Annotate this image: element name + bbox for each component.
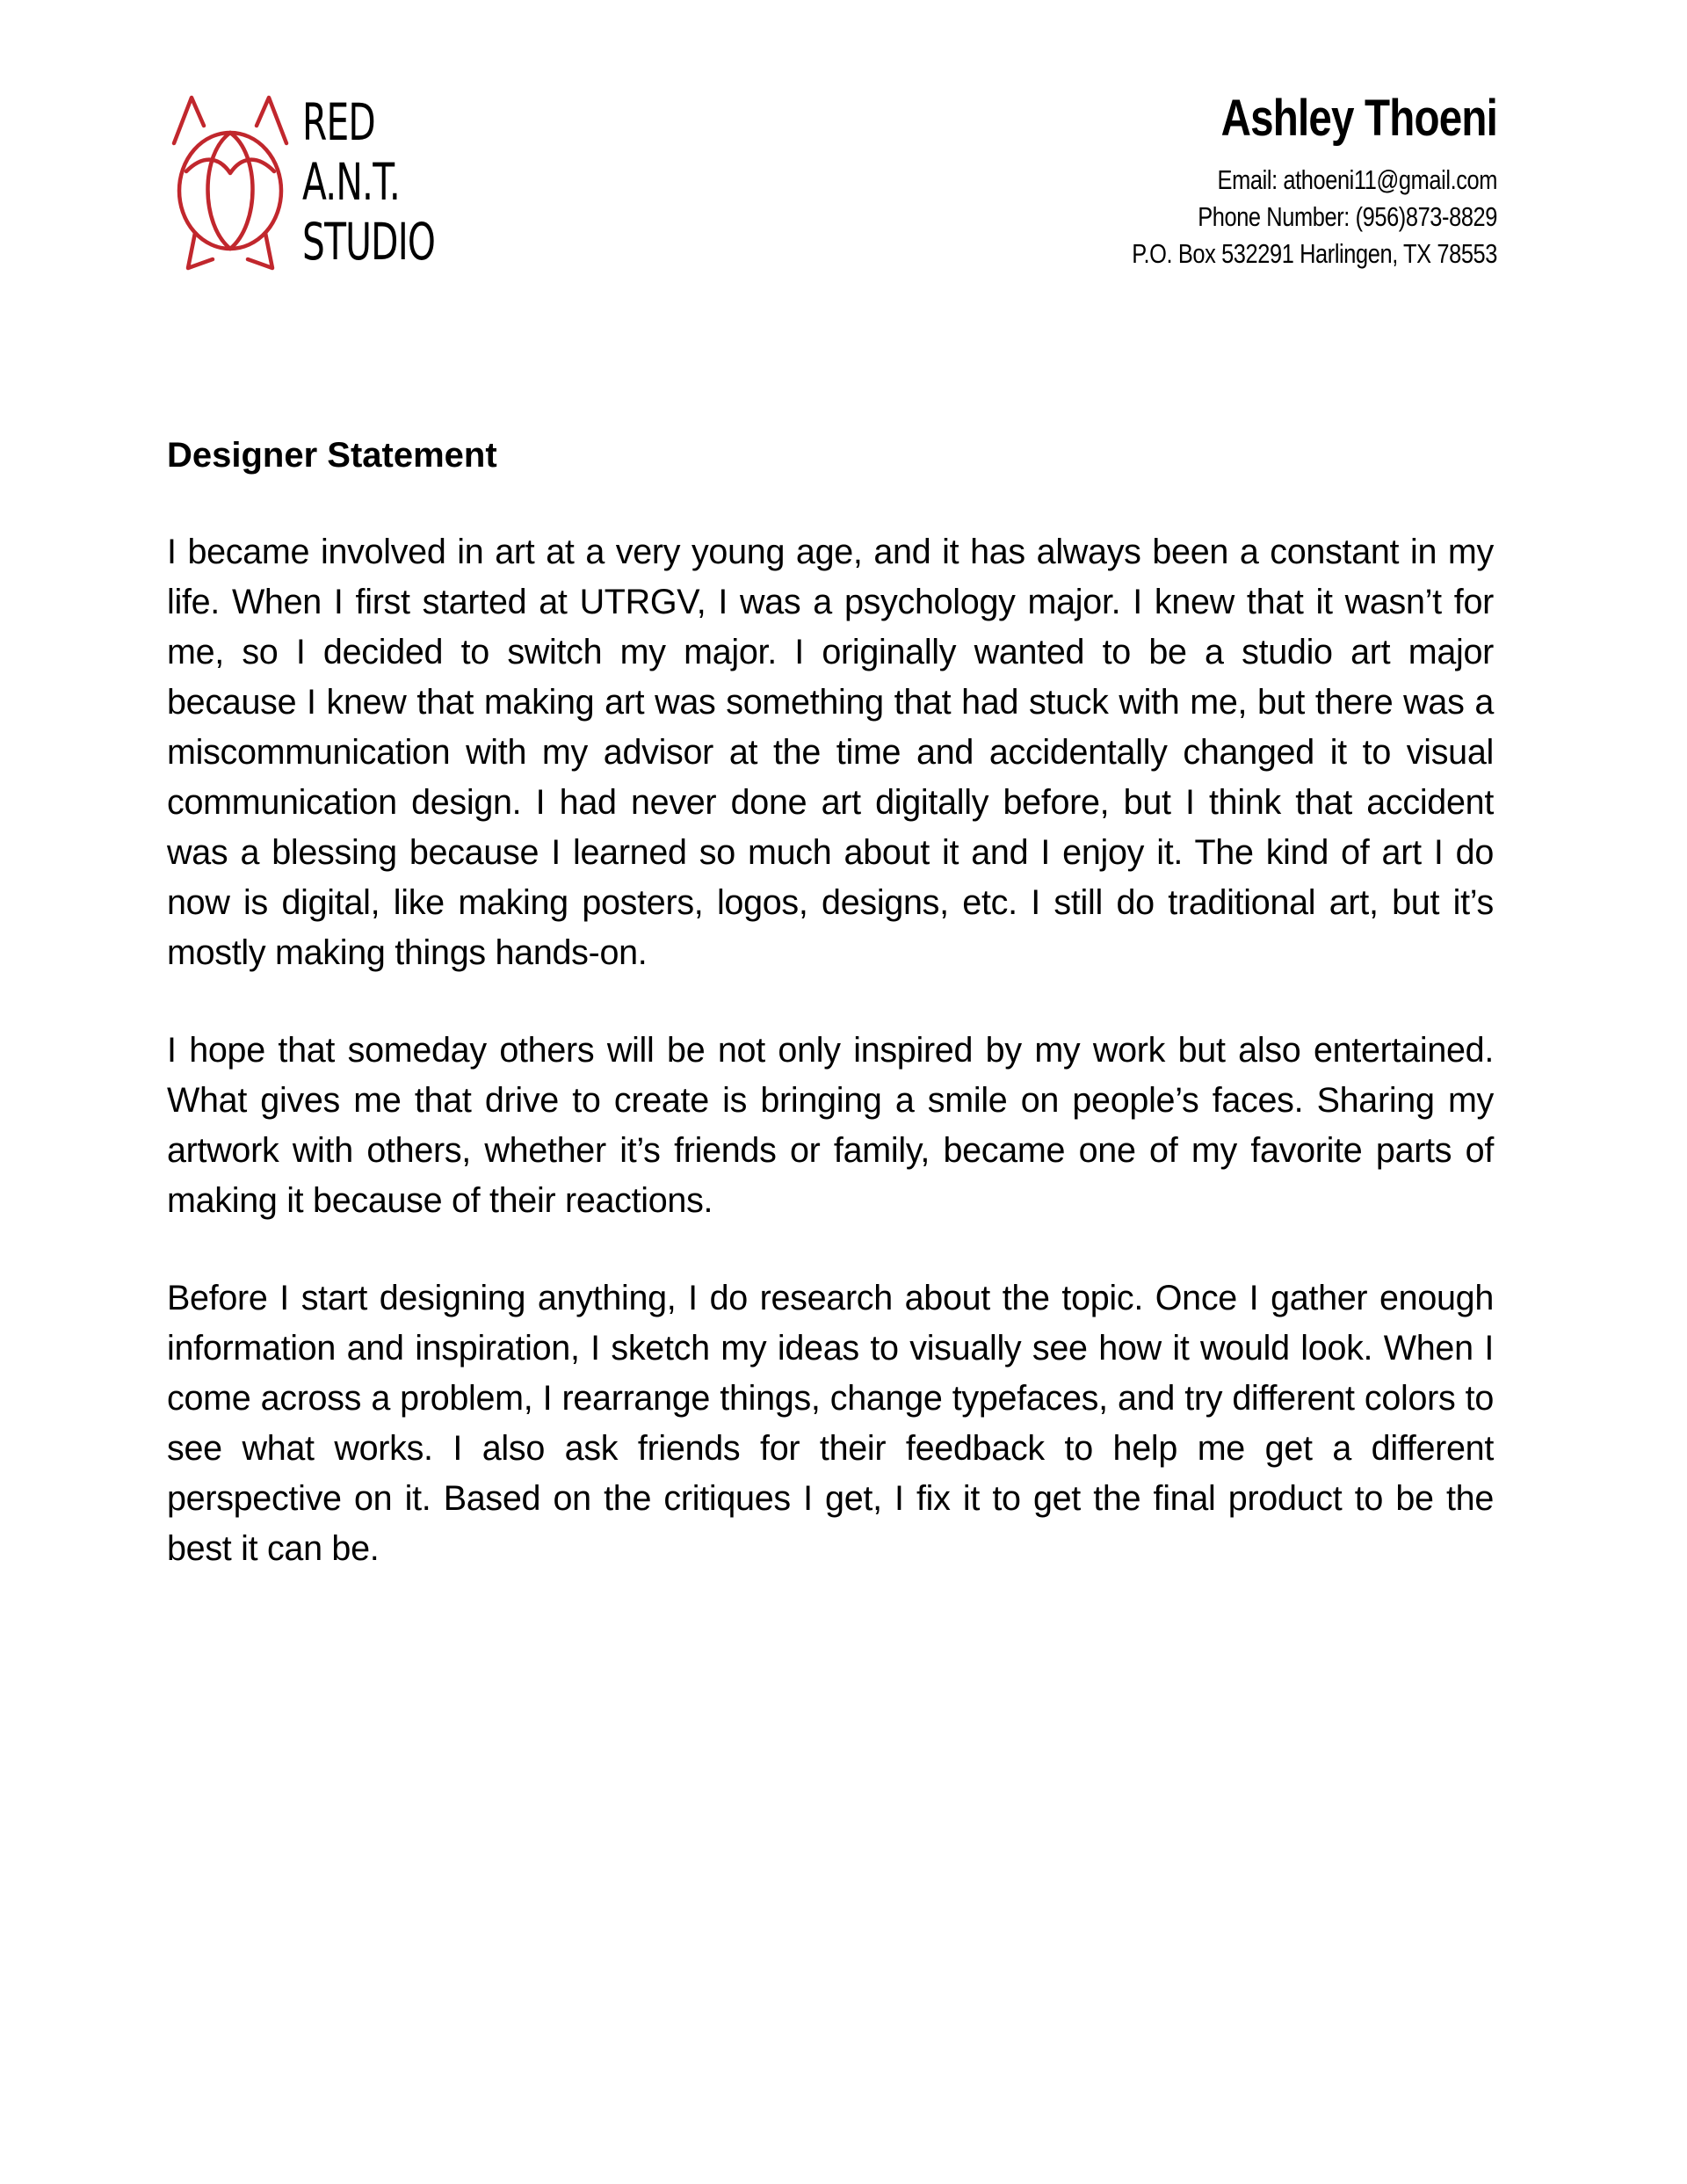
document-heading: Designer Statement — [167, 436, 497, 475]
statement-body — [167, 431, 1494, 1622]
logo-line-red: RED — [302, 92, 375, 152]
studio-logo — [165, 92, 455, 281]
paragraph-2: I hope that someday others will be not only inspired by my work but also entertained. What gives me that drive to create is bringing a smile on people’s faces. Sharing my artwork with others, whether it’s friends or family, became one of my favorite parts of making it because of their reactions. — [167, 1031, 1494, 1220]
contact-email: Email: athoeni11@gmail.com — [1217, 164, 1497, 195]
paragraph-3: Before I start designing anything, I do research about the topic. Once I gather enough information and inspiration, I sketch my ideas to visually see how it would look. When I come across a problem, I rearrange things, change typefaces, and try different colors to see what works. I also ask friends for their feedback to help me get a different perspective on it. Based on the critiques I get, I fix it to get the final product to be the best it can be. — [167, 1279, 1494, 1568]
author-name: Ashley Thoeni — [1220, 90, 1497, 147]
contact-block — [1052, 88, 1497, 272]
logo-line-ant: A.N.T. — [302, 152, 401, 212]
paragraph-1: I became involved in art at a very young age, and it has always been a constant in my life. When I first started at UTRGV, I was a psychology major. I knew that it wasn’t for me, so I decided to switch my major. I originally wanted to be a studio art major because I knew that making art was something that had stuck with me, but there was a miscommunication with my advisor at the time and accidentally changed it to visual communication design. I had never done art digitally before, but I think that accident was a blessing because I learned so much about it and I enjoy it. The kind of art I do now is digital, like making posters, logos, designs, etc. I still do traditional art, but it’s mostly making things hands-on. — [167, 533, 1494, 972]
red-ant-head-icon — [165, 92, 297, 277]
contact-phone: Phone Number: (956)873-8829 — [1198, 201, 1497, 232]
studio-name — [302, 92, 460, 272]
contact-address: P.O. Box 532291 Harlingen, TX 78553 — [1132, 238, 1497, 269]
logo-line-studio: STUDIO — [302, 212, 436, 272]
